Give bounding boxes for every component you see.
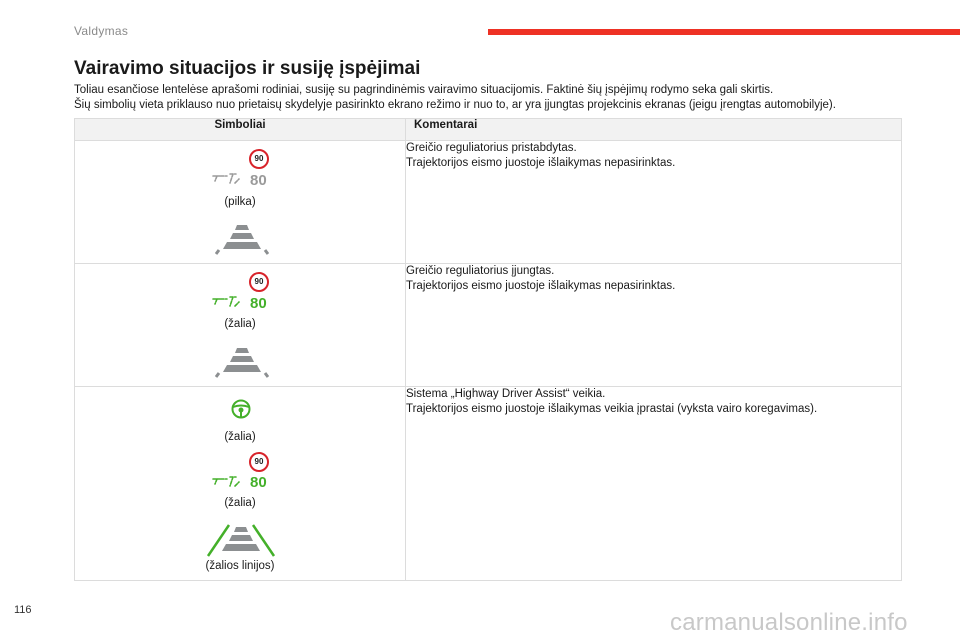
speed-limit-sign-icon: 90	[249, 452, 269, 472]
symbol-cell	[75, 387, 406, 581]
page-title: Vairavimo situacijos ir susiję įspėjimai	[74, 58, 421, 79]
table-row	[75, 264, 902, 387]
cruise-control-icon	[211, 172, 241, 186]
comment-line: Greičio reguliatorius pristabdytas.	[406, 142, 577, 154]
table-row	[75, 141, 902, 264]
comment-cell	[406, 264, 902, 387]
lane-keeping-icon	[215, 346, 269, 378]
header-comments: Komentarai	[406, 119, 902, 141]
set-speed-value: 80	[250, 295, 267, 312]
comment-line: Trajektorijos eismo juostoje išlaikymas veikia įprastai (vyksta vairo koregavimas).	[406, 402, 818, 415]
comment-line: Trajektorijos eismo juostoje išlaikymas nepasirinktas.	[406, 156, 676, 169]
symbol-caption: (žalia)	[224, 497, 256, 509]
lane-keeping-icon	[215, 223, 269, 255]
watermark: carmanualsonline.info	[670, 609, 908, 636]
comment-line: Trajektorijos eismo juostoje išlaikymas nepasirinktas.	[406, 279, 676, 292]
header-symbols: Simboliai	[75, 119, 406, 141]
symbol-caption: (žalia)	[224, 318, 256, 330]
symbol-caption: (žalia)	[224, 431, 256, 443]
intro-text	[74, 83, 914, 112]
symbol-caption: (pilka)	[224, 196, 256, 208]
speed-limit-sign-icon: 90	[249, 272, 269, 292]
steering-wheel-icon	[229, 399, 253, 419]
intro-line-2: Šių simbolių vieta priklauso nuo prietaisų skydelyje pasirinkto ekrano režimo ir nuo to, ar yra įjungtas projekcinis ekranas (jeigu įrengtas automobilyje).	[74, 98, 836, 111]
set-speed-value: 80	[250, 172, 267, 189]
table-row	[75, 387, 902, 581]
section-label: Valdymas	[74, 24, 129, 38]
intro-line-1: Toliau esančiose lentelėse aprašomi rodiniai, susiję su pagrindinėmis vairavimo situacijomis. Faktinė šių įspėjimų rodymo seka gali skirtis.	[74, 84, 774, 96]
header-accent-bar	[488, 29, 960, 35]
symbol-cell	[75, 264, 406, 387]
comment-cell	[406, 141, 902, 264]
cruise-control-icon	[211, 475, 241, 489]
cruise-control-icon	[211, 295, 241, 309]
speed-limit-sign-icon: 90	[249, 149, 269, 169]
comment-line: Sistema „Highway Driver Assist“ veikia.	[406, 388, 606, 400]
lane-keeping-icon	[205, 524, 277, 558]
comment-line: Greičio reguliatorius įjungtas.	[406, 265, 555, 277]
set-speed-value: 80	[250, 474, 267, 491]
symbols-table	[74, 118, 902, 581]
symbol-cell	[75, 141, 406, 264]
comment-cell	[406, 387, 902, 581]
page-number: 116	[14, 604, 32, 616]
symbol-caption: (žalios linijos)	[205, 560, 275, 572]
